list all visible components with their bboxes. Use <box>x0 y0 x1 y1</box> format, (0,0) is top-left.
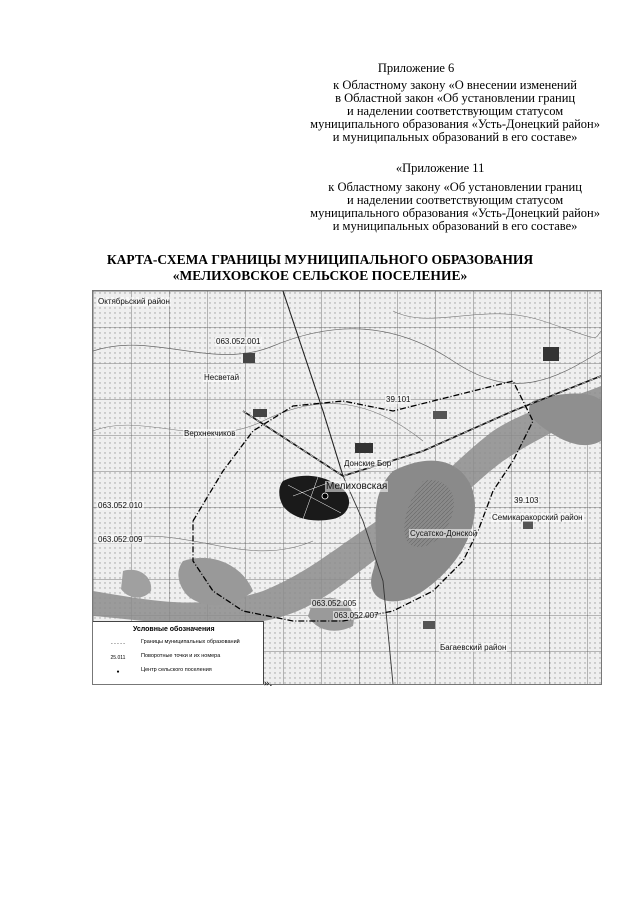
map-label-code: 063.052.005 <box>312 599 357 608</box>
header-line: к Областному закону «О внесении изменений <box>333 78 577 92</box>
map-label-code: 063.052.010 <box>98 501 143 510</box>
header-line: «Приложение 11 <box>395 161 485 175</box>
title-line-1: КАРТА-СХЕМА ГРАНИЦЫ МУНИЦИПАЛЬНОГО ОБРАЗОВАНИЯ <box>106 252 534 267</box>
header-line: муниципального образования «Усть-Донецкий район» <box>310 117 600 131</box>
map-label-code: 39.101 <box>386 395 411 404</box>
legend-boundary-symbol: - - - - - <box>111 641 125 647</box>
map-label-verkhnekhovsky: Верхнекчиков <box>184 429 236 438</box>
closing-quote: ». <box>264 677 273 689</box>
boundary-map <box>92 290 602 685</box>
header-line: и муниципальных образований в его составе» <box>332 219 578 233</box>
header-appendix-6 <box>310 62 600 144</box>
map-label-oktyabrsky: Октябрьский район <box>98 297 170 306</box>
map-legend <box>93 621 264 685</box>
map-label-code: 39.103 <box>514 496 539 505</box>
legend-item-label: Границы муниципальных образований <box>141 639 240 645</box>
header-appendix-11 <box>310 162 600 233</box>
title-line-2: «МЕЛИХОВСКОЕ СЕЛЬСКОЕ ПОСЕЛЕНИЕ» <box>172 268 468 283</box>
header-line: к Областному закону «Об установлении границ <box>328 180 582 194</box>
page-title <box>0 252 640 284</box>
map-label-donskie: Донские Бор <box>344 459 392 468</box>
map-label-melikhovskaya: Мелиховская <box>326 481 388 492</box>
legend-point-symbol: 25.011 <box>110 655 126 661</box>
header-line: и муниципальных образований в его составе» <box>332 130 578 144</box>
map-label-semikarakorsky: Семикаракорский район <box>492 513 583 522</box>
legend-center-icon: ● <box>116 669 120 675</box>
header-line: и наделении соответствующим статусом <box>347 104 564 118</box>
map-label-code: 063.052.001 <box>216 337 261 346</box>
header-line: и наделении соответствующим статусом <box>347 193 564 207</box>
legend-item-label: Поворотные точки и их номера <box>141 653 221 659</box>
map-label-code: 063.052.009 <box>98 535 143 544</box>
map-label-bagaevsky: Багаевский район <box>440 643 507 652</box>
legend-title: Условные обозначения <box>133 626 215 633</box>
map-label-nesvetay: Несветай <box>204 373 240 382</box>
header-line: Приложение 6 <box>377 61 455 75</box>
map-label-susatsko: Сусатско-Донской <box>410 529 478 538</box>
header-line: в Областной закон «Об установлении границ <box>335 91 576 105</box>
header-line: муниципального образования «Усть-Донецкий район» <box>310 206 600 220</box>
legend-item-label: Центр сельского поселения <box>141 667 212 673</box>
map-label-code: 063.052.007 <box>334 611 379 620</box>
